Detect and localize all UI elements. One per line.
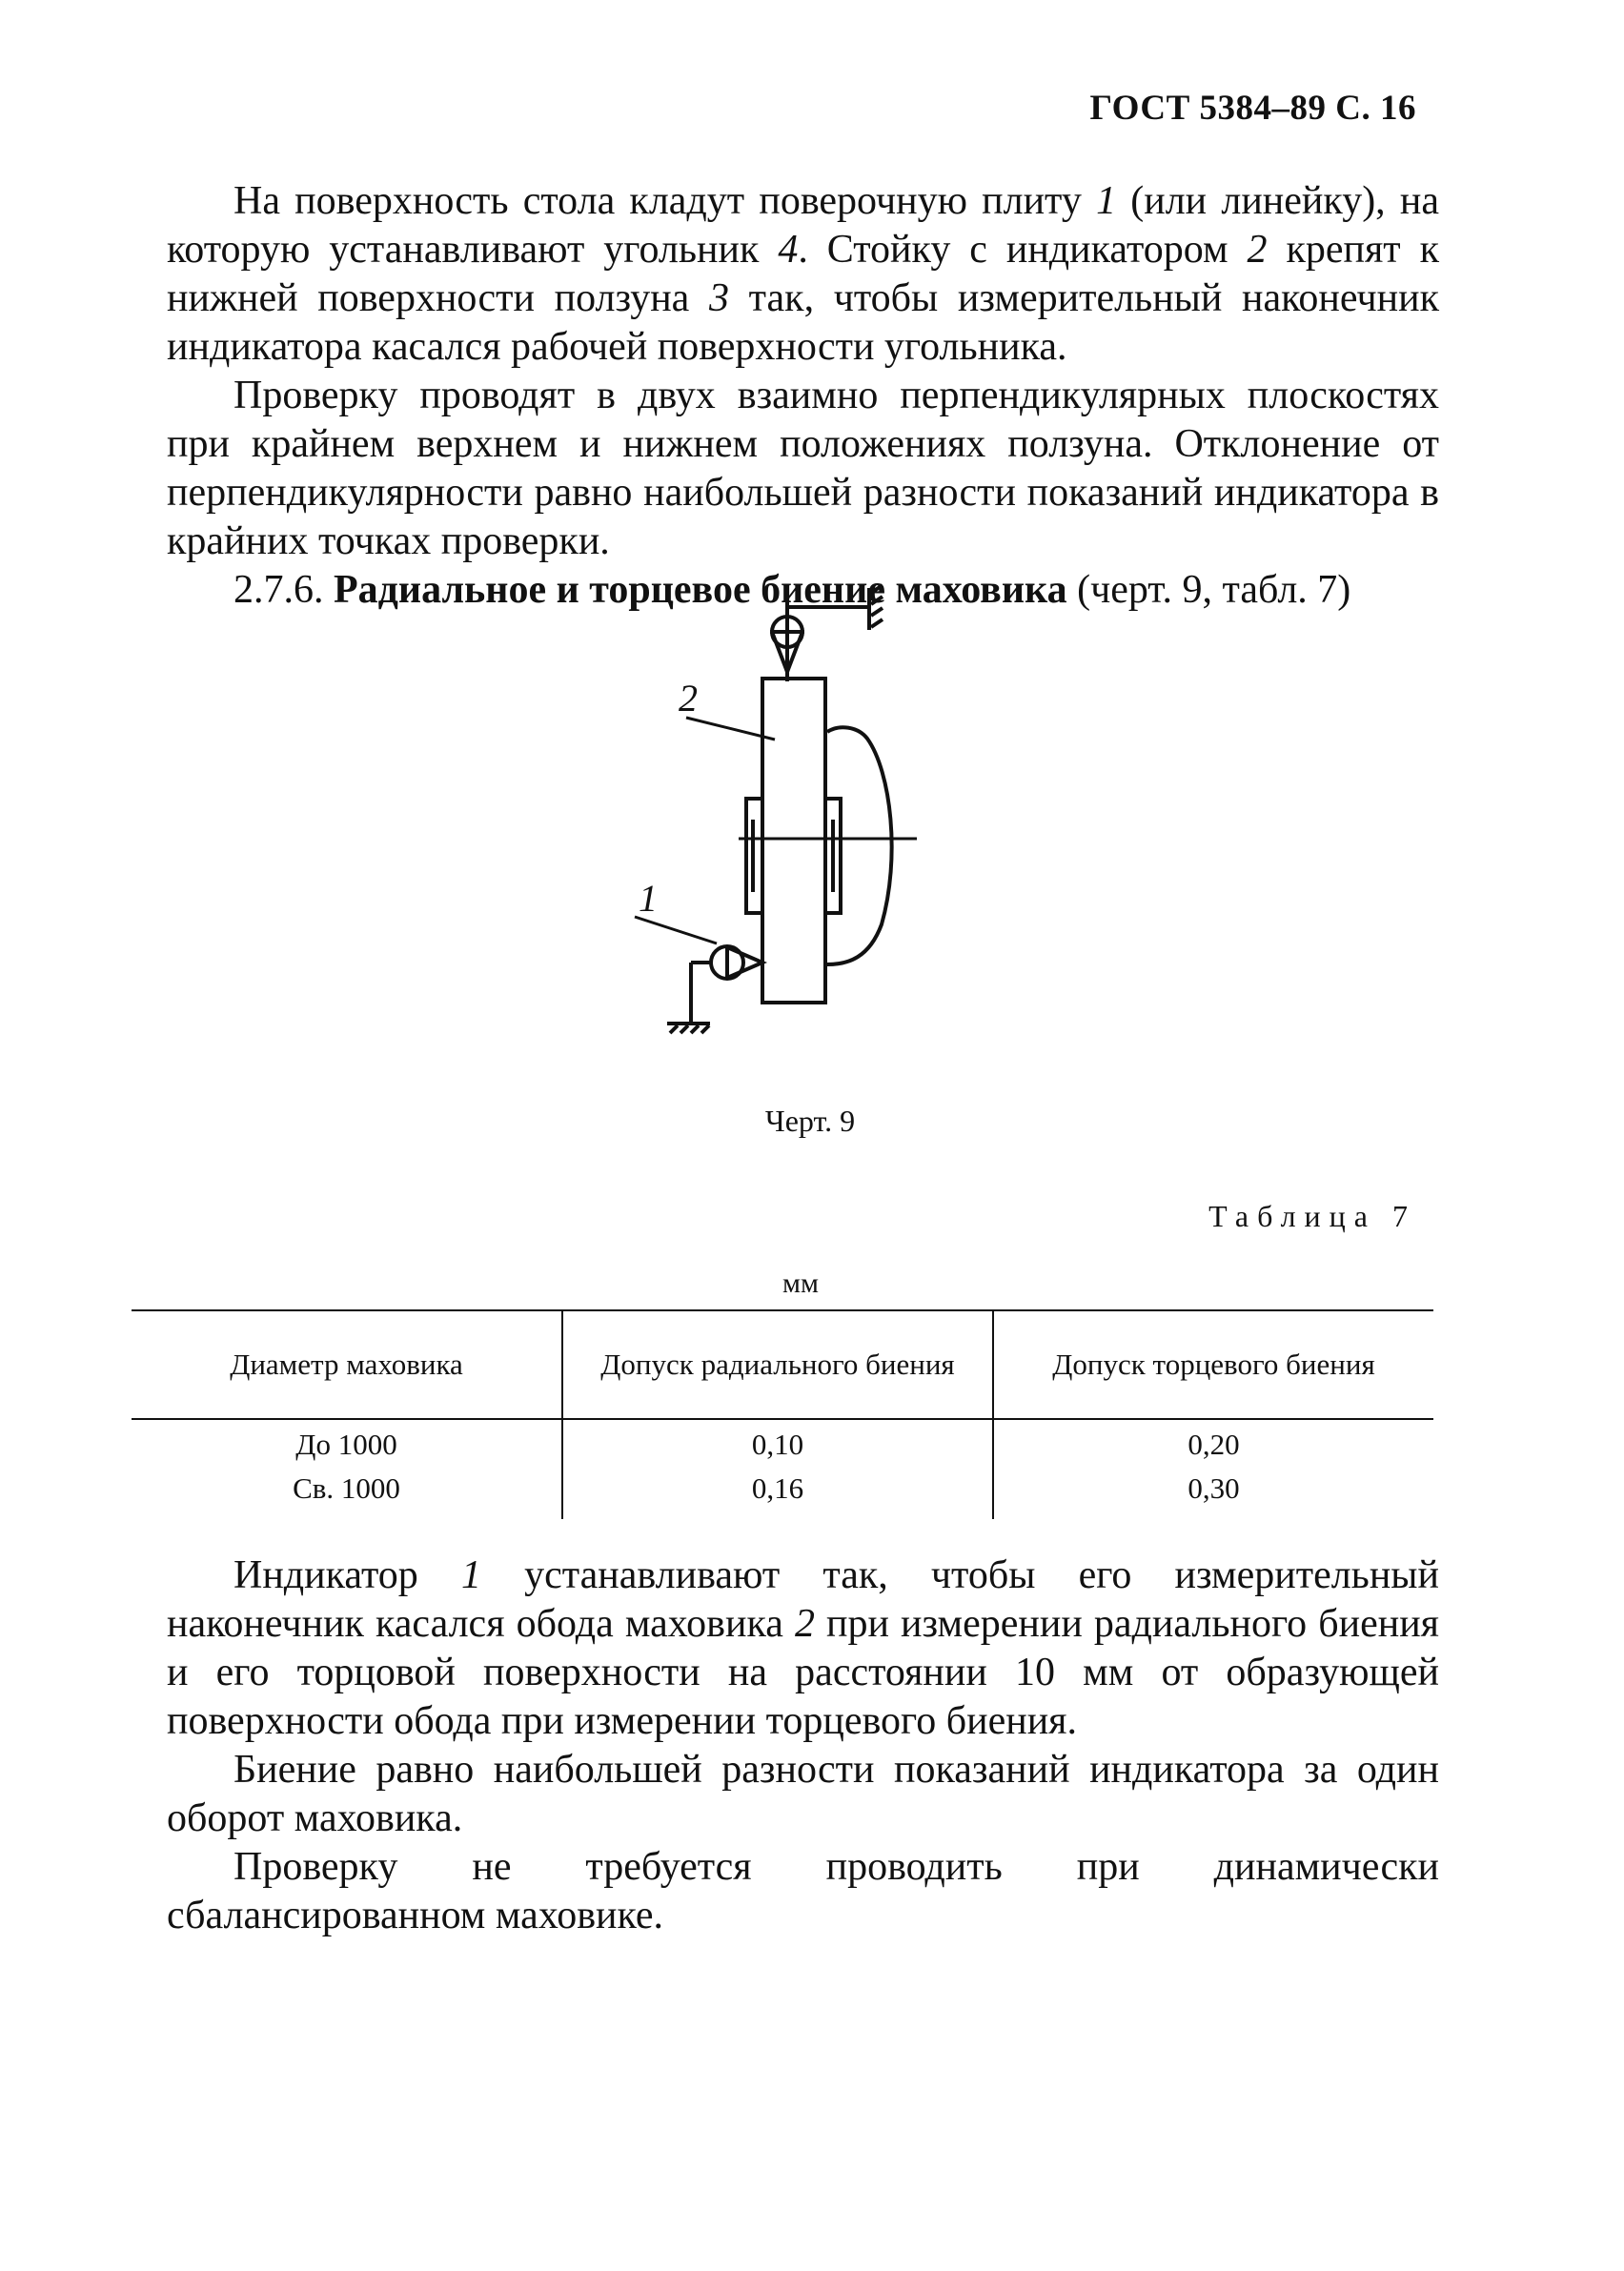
running-header: ГОСТ 5384–89 С. 16 bbox=[1089, 89, 1416, 128]
cell-diameter: Св. 1000 bbox=[293, 1471, 400, 1505]
table-row bbox=[132, 1419, 1433, 1464]
body-text-top bbox=[167, 177, 1439, 615]
ref-indicator-1: 1 bbox=[460, 1553, 481, 1597]
paragraph-setup: На поверхность стола кладут поверочную плиту 1 (или линейку), на которую устанавливают угольник 4. Стойку с индикатором 2 крепят к нижней поверхности ползуна 3 так, чтобы измерительный наконечник индикатора касался рабочей поверхности угольника. bbox=[167, 179, 1440, 369]
tolerance-table bbox=[132, 1309, 1433, 1519]
table-header-row bbox=[132, 1310, 1433, 1419]
figure-9-drawing bbox=[610, 572, 934, 1067]
header-diameter: Диаметр маховика bbox=[132, 1310, 562, 1419]
paragraph-indicator-setup: Индикатор 1 устанавливают так, чтобы его измерительный наконечник касался обода маховика 2 при измерении радиального биения и его торцовой поверхности на расстоянии 10 мм от образующей поверхности обода при измерении торцевого биения. bbox=[167, 1553, 1439, 1743]
body-text-bottom bbox=[167, 1551, 1439, 1940]
ref-plate-1: 1 bbox=[1096, 179, 1117, 223]
section-ref: (черт. 9, табл. 7) bbox=[1077, 568, 1351, 612]
ref-indicator-2: 2 bbox=[1247, 228, 1268, 272]
table-row bbox=[132, 1464, 1433, 1519]
ref-flywheel-2: 2 bbox=[794, 1602, 815, 1646]
section-number: 2.7.6. bbox=[233, 568, 324, 612]
cell-diameter: До 1000 bbox=[295, 1428, 397, 1461]
cell-radial: 0,16 bbox=[562, 1464, 993, 1519]
table-title: Таблица 7 bbox=[1208, 1199, 1416, 1233]
paragraph-check: Проверку проводят в двух взаимно перпендикулярных плоскостях при крайнем верхнем и нижнем положениях ползуна. Отклонение от перпендикулярности равно наибольшей разности показаний индикатора в крайних точках проверки. bbox=[167, 374, 1439, 563]
figure-label-2: 2 bbox=[679, 677, 698, 720]
header-axial: Допуск торцевого биения bbox=[993, 1310, 1433, 1419]
paragraph-exemption: Проверку не требуется проводить при динамически сбалансированном маховике. bbox=[167, 1845, 1439, 1937]
paragraph-runout: Биение равно наибольшей разности показаний индикатора за один оборот маховика. bbox=[167, 1748, 1439, 1840]
section-title: Радиальное и торцевое биение маховика bbox=[334, 568, 1067, 612]
ref-slide-3: 3 bbox=[708, 276, 729, 320]
table-unit: мм bbox=[782, 1267, 819, 1299]
figure-caption: Черт. 9 bbox=[764, 1104, 856, 1138]
ref-square-4: 4 bbox=[778, 228, 799, 272]
figure-label-1: 1 bbox=[639, 877, 658, 920]
cell-axial: 0,20 bbox=[993, 1419, 1433, 1464]
header-radial: Допуск радиального биения bbox=[562, 1310, 993, 1419]
cell-radial: 0,10 bbox=[562, 1419, 993, 1464]
cell-axial: 0,30 bbox=[993, 1464, 1433, 1519]
